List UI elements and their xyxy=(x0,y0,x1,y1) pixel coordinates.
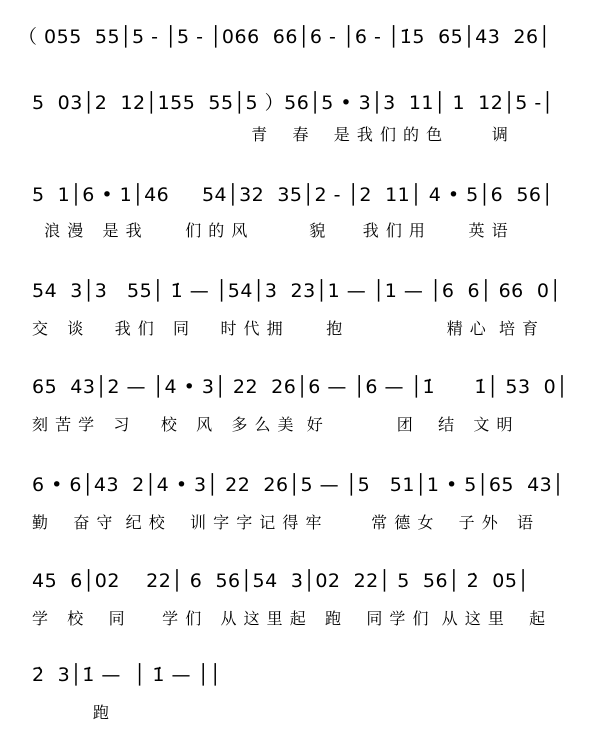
note-line-6: 6 • 6│43 2│4 • 3│ 22 26│5 — │5 51│1 • 5│65 43│ xyxy=(32,474,565,496)
lyric-line-6: 勤 奋 守 纪 校 训 字 字 记 得 牢 常 德 女 子 外 语 xyxy=(32,513,535,532)
lyric-line-5: 刻 苦 学 习 校 风 多 么 美 好 团 结 文 明 xyxy=(32,415,514,434)
lyric-line-8: 跑 xyxy=(32,703,110,722)
note-line-5: 65 43│2 — │4 • 3│ 22 26│6 — │6 — │1̇ 1̇│ 53 0│ xyxy=(32,376,569,398)
lyric-line-3: 浪 漫 是 我 们 的 风 貌 我 们 用 英 语 xyxy=(32,221,509,240)
note-line-2: 5 03│2 12│155 55│5 ）56│5 • 3│3 11│ 1 12│5 -│ xyxy=(32,92,554,114)
note-line-1: （ 055 55│5 - │5 - │066 66│6 - │6 - │1̇5 65│43 26│ xyxy=(18,26,551,48)
note-line-3: 5 1│6 • 1│46 54│32 35│2 - │2 11│ 4 • 5│6 56│ xyxy=(32,184,554,206)
lyric-line-2: 青 春 是 我 们 的 色 调 xyxy=(32,125,509,144)
note-line-8: 2̇ 3│1̇ — │ 1̇ — ││ xyxy=(32,664,222,686)
lyric-line-7: 学 校 同 学 们 从 这 里 起 跑 同 学 们 从 这 里 起 xyxy=(32,609,547,628)
note-line-7: 45 6│02 22│ 6 56│54 3│02 22│ 5 56│ 2̇ 05│ xyxy=(32,570,530,592)
note-line-4: 54 3│3 55│ 1̇ — │54│3 23│1 — │1 — │6 6│ 66 0│ xyxy=(32,280,562,302)
lyric-line-4: 交 谈 我 们 同 时 代 拥 抱 精 心 培 育 xyxy=(32,319,540,338)
